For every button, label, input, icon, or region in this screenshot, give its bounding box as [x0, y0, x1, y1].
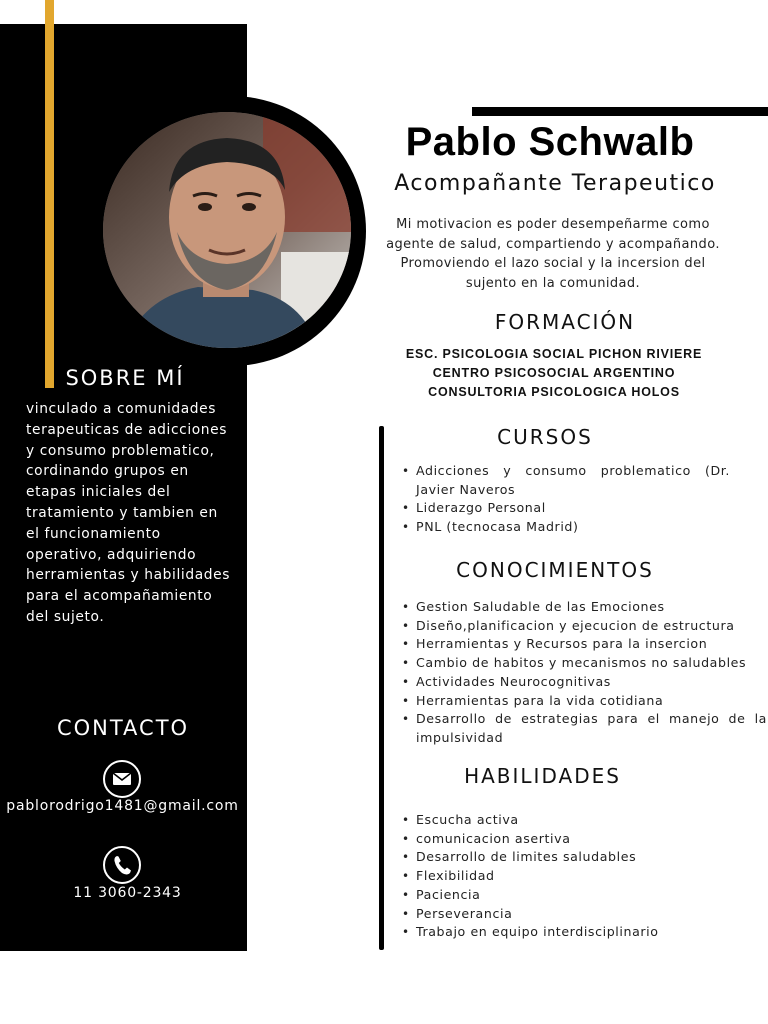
- formacion-item: ESC. PSICOLOGIA SOCIAL PICHON RIVIERE: [405, 347, 703, 361]
- formacion-list: [370, 345, 738, 402]
- about-text: vinculado a comunidades terapeuticas de adicciones y consumo problematico, cordinando grupos en etapas iniciales del tratamiento y tambien en el funcionamiento operativo, adquiriendo herramientas y habilidades para el acompañamiento del sujeto.: [26, 401, 230, 625]
- email-link[interactable]: pablorodrigo1481@gmail.com: [6, 798, 239, 814]
- envelope-icon: [103, 760, 141, 798]
- formacion-title: FORMACIÓN: [494, 310, 636, 334]
- list-item: • Cambio de habitos y mecanismos no saludables: [400, 654, 767, 673]
- about-title: SOBRE MÍ: [65, 366, 185, 390]
- list-item: • Liderazgo Personal: [400, 499, 730, 518]
- header-rule: [472, 107, 768, 116]
- list-item: • Escucha activa: [400, 811, 740, 830]
- list-item: • Gestion Saludable de las Emociones: [400, 598, 767, 617]
- list-item: • Desarrollo de estrategias para el manejo de la impulsividad: [400, 710, 767, 747]
- habilidades-title: HABILIDADES: [464, 764, 621, 788]
- contact-title: CONTACTO: [56, 716, 190, 740]
- accent-bar: [45, 0, 54, 388]
- list-item: • Herramientas y Recursos para la insercion: [400, 635, 767, 654]
- cursos-title: CURSOS: [497, 425, 593, 449]
- phone-icon: [103, 846, 141, 884]
- list-item: • comunicacion asertiva: [400, 830, 740, 849]
- phone-number[interactable]: 11 3060-2343: [73, 885, 182, 901]
- list-item: • Trabajo en equipo interdisciplinario: [400, 923, 740, 942]
- habilidades-list: [400, 811, 740, 942]
- profile-photo: [103, 112, 351, 348]
- formacion-item: CENTRO PSICOSOCIAL ARGENTINO: [432, 366, 676, 380]
- job-title: Acompañante Terapeutico: [394, 171, 716, 196]
- list-item: • Actividades Neurocognitivas: [400, 673, 767, 692]
- list-item: • PNL (tecnocasa Madrid): [400, 518, 730, 537]
- list-item: • Diseño,planificacion y ejecucion de estructura: [400, 617, 767, 636]
- motivation-text: Mi motivacion es poder desempeñarme como agente de salud, compartiendo y acompañando. Promoviendo el lazo social y la incersion del sujento en la comunidad.: [386, 217, 720, 291]
- conocimientos-title: CONOCIMIENTOS: [456, 558, 654, 582]
- timeline-line: [379, 426, 384, 950]
- list-item: • Paciencia: [400, 886, 740, 905]
- formacion-item: CONSULTORIA PSICOLOGICA HOLOS: [428, 385, 680, 399]
- person-name: Pablo Schwalb: [405, 120, 695, 164]
- list-item: • Perseverancia: [400, 905, 740, 924]
- list-item: • Herramientas para la vida cotidiana: [400, 692, 767, 711]
- list-item: • Desarrollo de limites saludables: [400, 848, 740, 867]
- conocimientos-list: [400, 598, 767, 748]
- cursos-list: [400, 462, 730, 537]
- list-item: • Adicciones y consumo problematico (Dr. Javier Naveros: [400, 462, 730, 499]
- list-item: • Flexibilidad: [400, 867, 740, 886]
